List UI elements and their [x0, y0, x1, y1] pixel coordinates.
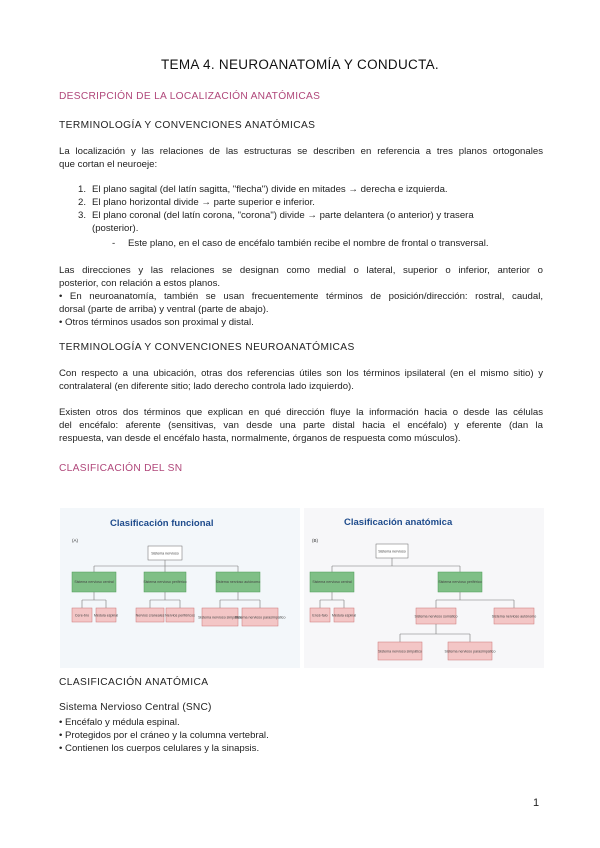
snc-list: [59, 716, 269, 755]
anatomical-parasimpatico-label: Sistema nervioso parasimpático: [444, 649, 496, 654]
functional-root-label: Sistema nervioso: [151, 551, 179, 556]
aferente-line-2: del encéfalo: aferente (sensitivas, van desde una parte distal hacia el encéfalo) y eferente (dan la: [59, 420, 543, 431]
aferente-line-1: Existen otros dos términos que explican en qué dirección fluye la información hacia o desde las células: [59, 407, 543, 418]
plane-coronal-text: El plano coronal (del latín corona, "corona") divide → parte delantera (o anterior) y trasera: [92, 210, 474, 221]
list-number: 3.: [78, 210, 87, 221]
directions-paragraph: [59, 264, 543, 329]
classification-diagram-svg: [60, 508, 544, 668]
anatomical-snc-label: Sistema nervioso central: [312, 580, 352, 584]
subheading-terminologia-neuroanatomicas: TERMINOLOGÍA Y CONVENCIONES NEUROANATÓMICAS: [59, 342, 355, 353]
intro-line-2: que cortan el neuroeje:: [59, 159, 158, 170]
anatomical-title: Clasificación anatómica: [344, 517, 453, 528]
ipsilateral-line-2: contralateral (en diferente sitio; lado derecho controla lado izquierdo).: [59, 381, 354, 392]
functional-craneales-label: Nervios craneales: [135, 613, 165, 618]
subnote-bullet: -: [112, 238, 116, 249]
plane-coronal-text-2: (posterior).: [92, 223, 139, 234]
section-heading-clasificacion-anatomica: CLASIFICACIÓN ANATÓMICA: [59, 677, 209, 688]
directions-line-2: posterior, con relación a estos planos.: [59, 278, 221, 289]
list-item: • Contienen los cuerpos celulares y la sinapsis.: [59, 743, 260, 754]
page-title: TEMA 4. NEUROANATOMÍA Y CONDUCTA.: [161, 57, 439, 72]
functional-medula-label: Médula espinal: [93, 613, 119, 618]
list-item: [78, 209, 548, 235]
functional-snc-label: Sistema nervioso central: [74, 580, 114, 584]
list-number: 1.: [78, 184, 87, 195]
bullet-position-terms-line-1: • En neuroanatomía, también se usan frecuentemente términos de posición/dirección: rostral, caudal,: [59, 291, 543, 302]
intro-paragraph: [59, 145, 543, 171]
anatomical-snp-label: Sistema nervioso periférico: [438, 580, 482, 584]
functional-simpatico-label: Sistema nervioso simpático: [198, 615, 242, 620]
plane-sagital-text: El plano sagital (del latín sagitta, "flecha") divide en mitades → derecha e izquierda.: [92, 184, 448, 195]
anatomical-medula-label: Médula espinal: [331, 613, 357, 618]
planes-list: [78, 183, 548, 235]
ipsilateral-paragraph: [59, 367, 543, 393]
list-number: 2.: [78, 197, 87, 208]
directions-line-1: Las direcciones y las relaciones se designan como medial o lateral, superior o inferior, anterior o: [59, 265, 543, 276]
aferente-eferente-paragraph: [59, 406, 543, 445]
functional-title: Clasificación funcional: [110, 518, 214, 529]
bullet-position-terms-line-2: dorsal (parte de arriba) y ventral (parte de abajo).: [59, 304, 269, 315]
aferente-line-3: respuesta, van desde el encéfalo hasta, normalmente, órganos de respuesta como músculos).: [59, 433, 461, 444]
functional-perifericos-label: Nervios periféricos: [165, 613, 195, 618]
subnote-frontal: Este plano, en el caso de encéfalo también recibe el nombre de frontal o transversal.: [128, 238, 489, 249]
anatomical-simpatico-label: Sistema nervioso simpático: [378, 649, 422, 654]
functional-cerebro-label: Cere-bro: [74, 613, 90, 618]
plane-horizontal-text: El plano horizontal divide → parte superior e inferior.: [92, 197, 315, 208]
list-item: • Encéfalo y médula espinal.: [59, 717, 180, 728]
ipsilateral-line-1: Con respecto a una ubicación, otras dos referencias útiles son los términos ipsilateral (en el mismo sitio) y: [59, 368, 543, 379]
list-item: [78, 196, 548, 209]
subheading-terminologia-anatomicas: TERMINOLOGÍA Y CONVENCIONES ANATÓMICAS: [59, 120, 316, 131]
anatomical-encefalo-label: Encé-falo: [312, 613, 328, 618]
snc-title: Sistema Nervioso Central (SNC): [59, 702, 212, 713]
section-heading-clasificacion-sn: CLASIFICACIÓN DEL SN: [59, 463, 183, 474]
functional-sna-label: Sistema nervioso autónomo: [215, 580, 261, 584]
list-item: • Protegidos por el cráneo y la columna vertebral.: [59, 730, 269, 741]
intro-line-1: La localización y las relaciones de las estructuras se describen en referencia a tres planos ortogonales: [59, 146, 543, 157]
functional-parasimpatico-label: Sistema nervioso parasimpático: [234, 615, 286, 620]
anatomical-root-label: Sistema nervioso: [378, 549, 406, 554]
section-heading-localizacion: DESCRIPCIÓN DE LA LOCALIZACIÓN ANATÓMICAS: [59, 91, 321, 102]
anatomical-somatico-label: Sistema nervioso somático: [414, 614, 458, 619]
bullet-proximal-distal: • Otros términos usados son proximal y distal.: [59, 317, 254, 328]
functional-snp-label: Sistema nervioso periférico: [143, 580, 187, 584]
list-item: [78, 183, 548, 196]
anatomical-tag: (B): [312, 538, 318, 543]
anatomical-autonomo-label: Sistema nervioso autónomo: [491, 614, 537, 619]
classification-diagram: [60, 508, 544, 668]
functional-tag: (A): [72, 538, 78, 543]
page-number: 1: [533, 797, 540, 809]
